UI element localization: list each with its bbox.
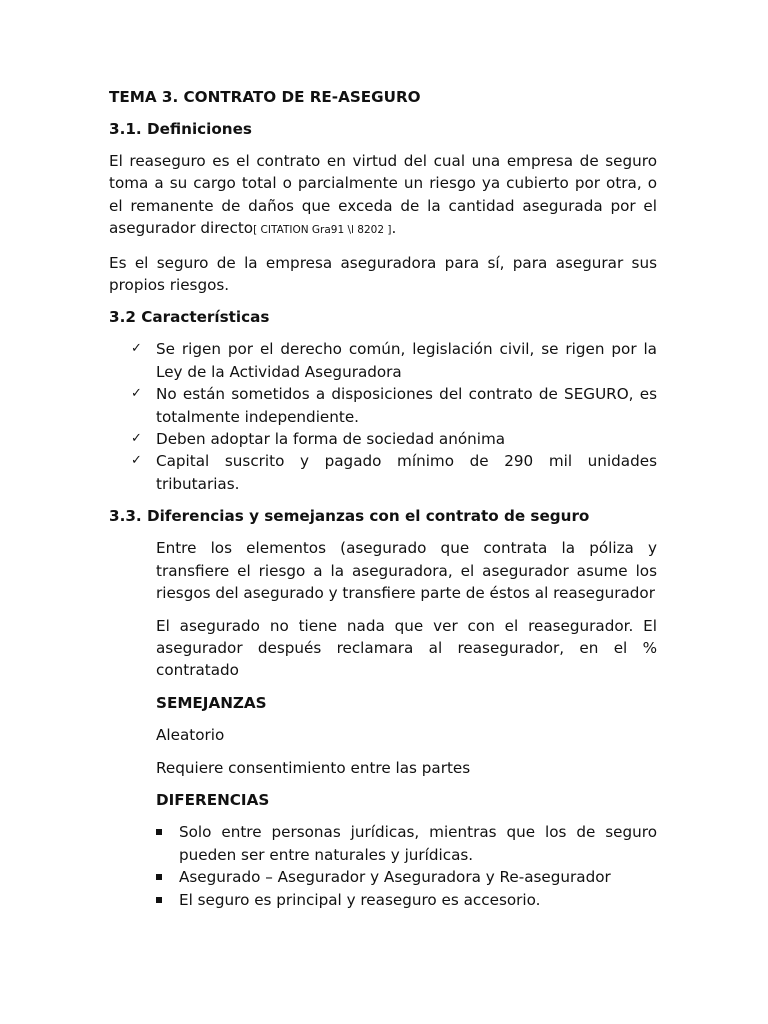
list-item-text: Se rigen por el derecho común, legislación civil, se rigen por la Ley de la Actividad Aseguradora: [156, 340, 657, 381]
list-item: [156, 821, 657, 866]
checkmark-icon: ✓: [131, 386, 142, 402]
list-item-text: No están sometidos a disposiciones del contrato de SEGURO, es totalmente independiente.: [156, 385, 657, 426]
list-item-text: Solo entre personas jurídicas, mientras que los de seguro pueden ser entre naturales y jurídicas.: [179, 823, 657, 864]
asegurado-paragraph: El asegurado no tiene nada que ver con el reasegurador. El asegurador después reclamara al reasegurador, en el % contratado: [156, 616, 657, 680]
section-heading-diferencias-semejanzas: 3.3. Diferencias y semejanzas con el contrato de seguro: [109, 507, 590, 526]
definition-text: El reaseguro es el contrato en virtud del cual una empresa de seguro toma a su cargo total o parcialmente un riesgo ya cubierto por otra, o el remanente de daños que exceda de la cantidad asegurada por el asegurador directo: [109, 152, 657, 238]
square-bullet-icon: [156, 829, 162, 835]
square-bullet-icon: [156, 874, 162, 880]
list-item: [131, 383, 657, 428]
elements-paragraph: Entre los elementos (asegurado que contrata la póliza y transfiere el riesgo a la aseguradora, el asegurador asume los riesgos del asegurado y transfiere parte de éstos al reasegurador: [156, 539, 657, 603]
section-heading-caracteristicas: 3.2 Características: [109, 308, 270, 327]
list-item-text: El seguro es principal y reaseguro es accesorio.: [179, 890, 541, 909]
citation-end: .: [391, 219, 397, 238]
semejanzas-heading: SEMEJANZAS: [156, 693, 267, 712]
definition-paragraph-2: Es el seguro de la empresa aseguradora para sí, para asegurar sus propios riesgos.: [109, 253, 657, 295]
list-item: [156, 866, 657, 888]
citation: [ CITATION Gra91 \l 8202 ]: [253, 224, 392, 237]
list-item: [131, 428, 657, 450]
square-bullet-icon: [156, 897, 162, 903]
document-title: TEMA 3. CONTRATO DE RE-ASEGURO: [109, 88, 421, 106]
list-item: [131, 338, 657, 383]
list-item-text: Capital suscrito y pagado mínimo de 290 mil unidades tributarias.: [156, 452, 657, 493]
diferencias-list: [156, 821, 657, 911]
checkmark-icon: ✓: [131, 453, 142, 469]
document-content: [109, 86, 657, 921]
checkmark-icon: ✓: [131, 431, 142, 447]
section-heading-definiciones: 3.1. Definiciones: [109, 120, 252, 138]
list-item: [131, 450, 657, 495]
list-item-text: Asegurado – Asegurador y Aseguradora y Re-asegurador: [179, 868, 611, 887]
checkmark-icon: ✓: [131, 341, 142, 357]
semejanza-item: Requiere consentimiento entre las partes: [156, 758, 471, 777]
semejanza-item: Aleatorio: [156, 726, 225, 745]
diferencias-heading: DIFERENCIAS: [156, 790, 270, 809]
characteristics-list: [109, 338, 657, 495]
list-item-text: Deben adoptar la forma de sociedad anónima: [156, 430, 506, 449]
definition-paragraph: [109, 150, 657, 242]
list-item: [156, 889, 657, 911]
